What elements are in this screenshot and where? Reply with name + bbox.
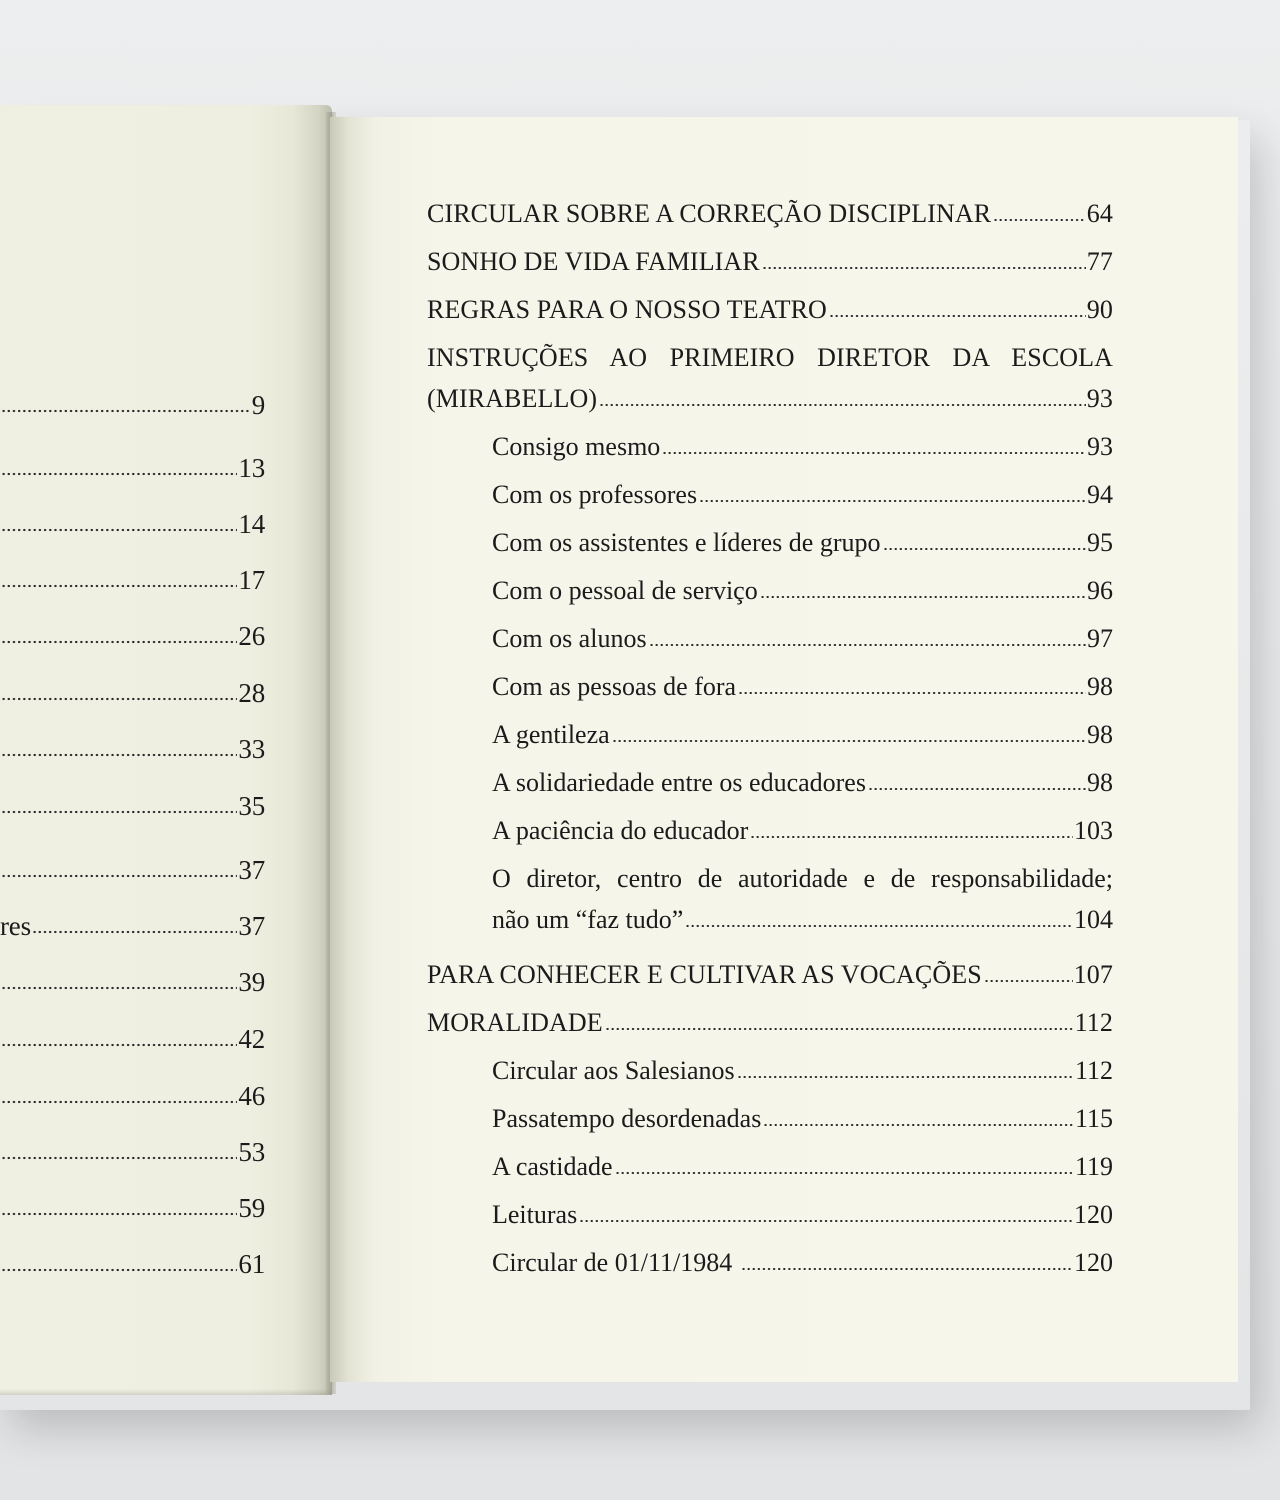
left-toc-entry [0,791,265,821]
toc-entry: CIRCULAR SOBRE A CORREÇÃO DISCIPLINAR 64 [427,199,1113,228]
right-page [330,117,1238,1382]
page-number: 94 [1087,480,1113,509]
page-number: 37 [238,855,265,885]
page-number: 35 [238,791,265,821]
left-toc-entry [0,1137,265,1167]
left-page [0,105,332,1395]
toc-subentry: Com os assistentes e líderes de grupo 95 [492,528,1113,557]
toc-entry: SONHO DE VIDA FAMILIAR 77 [427,247,1113,276]
toc-entry: REGRAS PARA O NOSSO TEATRO 90 [427,295,1113,324]
page-number: 96 [1087,576,1113,605]
left-toc-entry [0,855,265,885]
page-number: 112 [1074,1056,1113,1085]
page-number: 13 [238,453,265,483]
toc-subentry: Com os professores 94 [492,480,1113,509]
page-number: 120 [1074,1200,1113,1229]
toc-subentry: A paciência do educador 103 [492,816,1113,845]
toc-entry: PARA CONHECER E CULTIVAR AS VOCAÇÕES 107 [427,960,1113,989]
page-number: 61 [238,1249,265,1279]
page-number: 46 [238,1081,265,1111]
left-toc-entry [0,734,265,764]
page-number: 37 [238,911,265,941]
toc-subentry: Circular aos Salesianos 112 [492,1056,1113,1085]
page-number: 104 [1074,905,1113,934]
page-number: 33 [238,734,265,764]
page-number: 59 [238,1193,265,1223]
page-number: 112 [1074,1008,1113,1037]
toc-subentry-line1: O diretor, centro de autoridade e de responsabilidade; [492,864,1113,893]
left-toc-entry [0,1081,265,1111]
toc-subentry: A castidade 119 [492,1152,1113,1181]
page-number: 95 [1087,528,1113,557]
toc-subentry: Consigo mesmo 93 [492,432,1113,461]
toc-subentry: A solidariedade entre os educadores 98 [492,768,1113,797]
left-toc-entry [0,390,265,420]
toc-subentry: Com as pessoas de fora 98 [492,672,1113,701]
toc-subentry: não um “faz tudo” 104 [492,905,1113,934]
page-number: 119 [1074,1152,1113,1181]
page-number: 115 [1074,1104,1113,1133]
page-number: 120 [1074,1248,1113,1277]
page-number: 53 [238,1137,265,1167]
left-toc-entry [0,967,265,997]
page-number: 17 [238,565,265,595]
toc-subentry: Com o pessoal de serviço 96 [492,576,1113,605]
page-number: 14 [238,509,265,539]
page-number: 42 [238,1024,265,1054]
left-toc-entry [0,565,265,595]
page-number: 93 [1086,384,1113,413]
page-number: 98 [1087,720,1113,749]
toc-subentry: Leituras 120 [492,1200,1113,1229]
left-toc-entry [0,1193,265,1223]
toc-subentry: Passatempo desordenadas 115 [492,1104,1113,1133]
page-number: 107 [1073,960,1113,989]
page-number: 103 [1074,816,1113,845]
toc-entry-line1: INSTRUÇÕES AO PRIMEIRO DIRETOR DA ESCOLA [427,343,1113,372]
page-number: 64 [1086,199,1113,228]
left-toc-entry [0,453,265,483]
page-number: 28 [238,678,265,708]
page-number: 26 [238,621,265,651]
left-toc-entry: res 37 [0,911,265,941]
toc-subentry: A gentileza 98 [492,720,1113,749]
page-number: 98 [1087,672,1113,701]
page-number: 98 [1087,768,1113,797]
toc-entry: MORALIDADE 112 [427,1008,1113,1037]
page-number: 93 [1087,432,1113,461]
page-number: 97 [1087,624,1113,653]
toc-subentry: Com os alunos 97 [492,624,1113,653]
left-toc-entry [0,509,265,539]
left-toc-entry [0,1249,265,1279]
left-toc-entry [0,1024,265,1054]
left-toc-entry [0,678,265,708]
toc-entry: (MIRABELLO) 93 [427,384,1113,413]
left-toc-entry [0,621,265,651]
page-number: 9 [251,390,265,420]
page-number: 77 [1086,247,1113,276]
toc-subentry: Circular de 01/11/1984 120 [492,1248,1113,1277]
page-number: 39 [238,967,265,997]
page-number: 90 [1086,295,1113,324]
